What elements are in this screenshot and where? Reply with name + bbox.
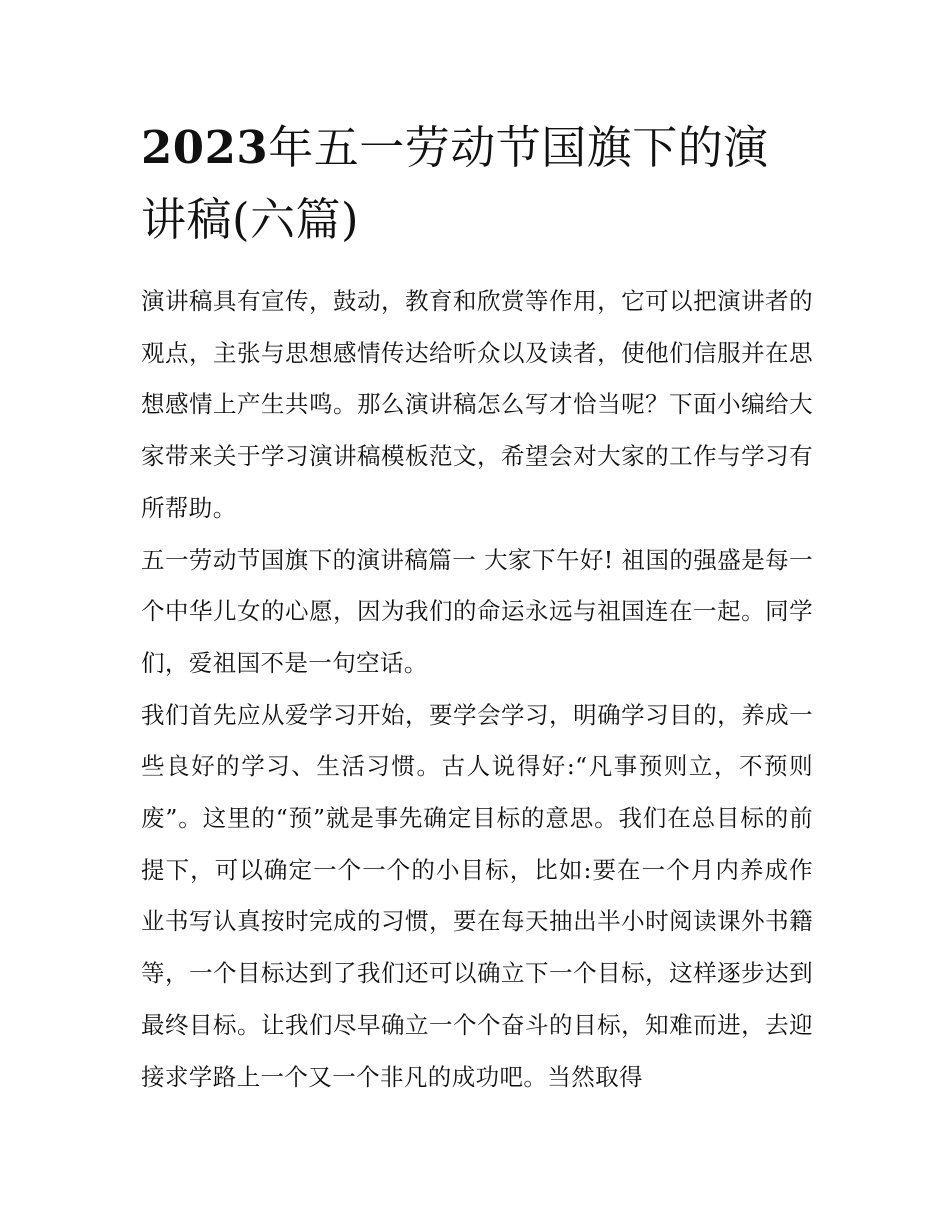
document-content [141, 112, 813, 1103]
title-year: 2023 [141, 121, 269, 174]
paragraph-speech-one: 五一劳动节国旗下的演讲稿篇一 大家下午好! 祖国的强盛是每一个中华儿女的心愿，因为我们的命运永远与祖国连在一起。同学们，爱祖国不是一句空话。 [141, 545, 813, 677]
paragraph-learning-goals: 我们首先应从爱学习开始，要学会学习，明确学习目的，养成一些良好的学习、生活习惯。古人说得好:“凡事预则立，不预则废”。这里的“预”就是事先确定目标的意思。我们在总目标的前提下，可以确定一个一个的小目标，比如:要在一个月内养成作业书写认真按时完成的习惯，要在每天抽出半小时阅读课外书籍等，一个目标达到了我们还可以确立下一个目标，这样逐步达到最终目标。让我们尽早确立一个个奋斗的目标，知难而进，去迎接求学路上一个又一个非凡的成功吧。当然取得 [141, 700, 813, 1091]
paragraph-intro: 演讲稿具有宣传，鼓动，教育和欣赏等作用，它可以把演讲者的观点，主张与思想感情传达给听众以及读者，使他们信服并在思想感情上产生共鸣。那么演讲稿怎么写才恰当呢？下面小编给大家带来关于学习演讲稿模板范文，希望会对大家的工作与学习有所帮助。 [141, 287, 813, 522]
document-body [141, 276, 813, 1103]
document-title [141, 112, 813, 256]
title-text: 年五一劳动节国旗下的演讲稿(六篇) [141, 121, 769, 246]
